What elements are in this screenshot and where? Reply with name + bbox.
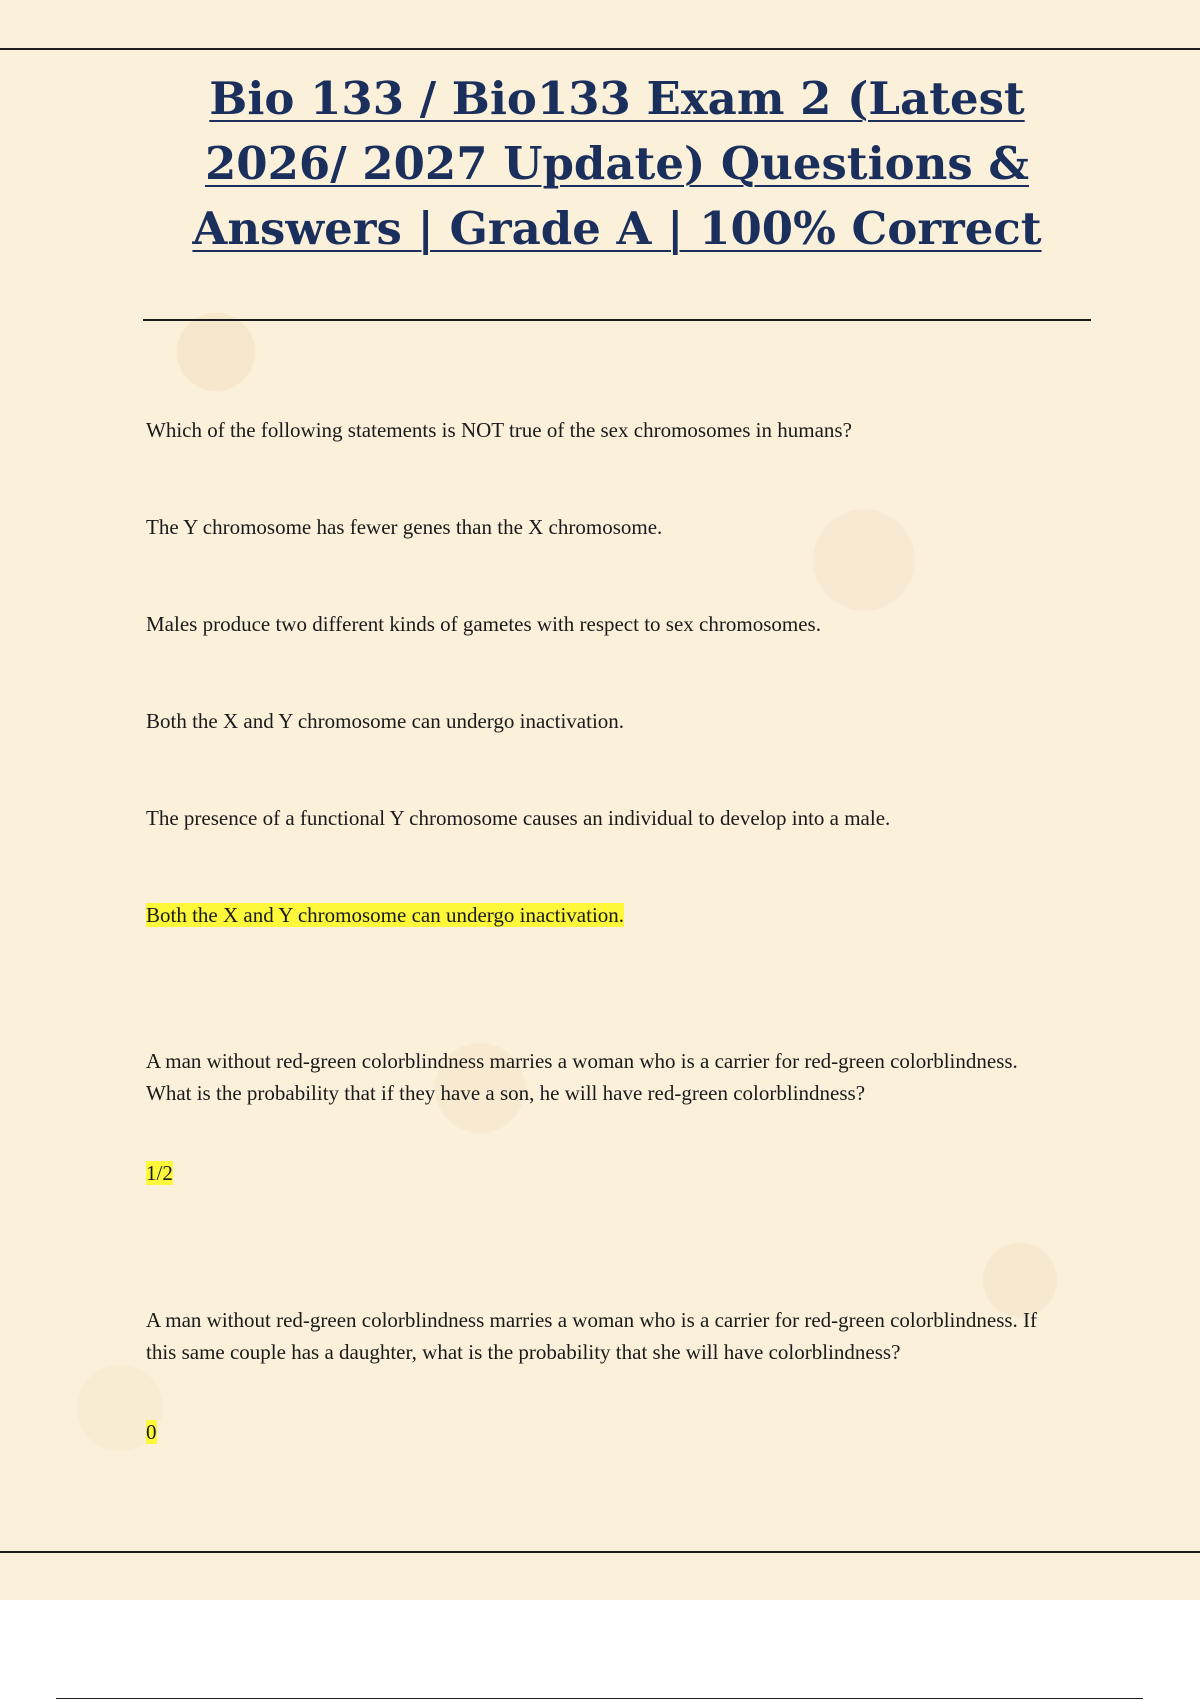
question-1-text: Which of the following statements is NOT true of the sex chromosomes in humans?: [146, 418, 852, 442]
question-1-option-1: The Y chromosome has fewer genes than the X chromosome.: [146, 515, 663, 539]
question-1-answer: Both the X and Y chromosome can undergo inactivation.: [146, 903, 625, 927]
question-2-answer-line: [146, 1157, 1046, 1189]
footer-rule: [56, 1698, 1143, 1699]
question-1-option-2: Males produce two different kinds of gametes with respect to sex chromosomes.: [146, 612, 821, 636]
title-divider: [143, 319, 1091, 321]
document-title: Bio 133 / Bio133 Exam 2 (Latest 2026/ 2027 Update) Questions & Answers | Grade A | 100% Correct: [192, 72, 1042, 255]
question-1-option-3: Both the X and Y chromosome can undergo inactivation.: [146, 709, 625, 733]
question-3-answer: 0: [146, 1420, 157, 1444]
question-3-text: A man without red-green colorblindness marries a woman who is a carrier for red-green colorblindness. If this same couple has a daughter, what is the probability that she will have colorblindness?: [146, 1308, 1038, 1364]
bottom-rule: [0, 1551, 1200, 1553]
question-3-answer-line: [146, 1416, 1046, 1448]
question-1-option-4: The presence of a functional Y chromosome causes an individual to develop into a male.: [146, 806, 891, 830]
question-1-answer-line: [146, 899, 1046, 931]
question-2-text: A man without red-green colorblindness marries a woman who is a carrier for red-green colorblindness. What is the probability that if they have a son, he will have red-green colorblindness?: [146, 1049, 1018, 1105]
question-2-answer: 1/2: [146, 1161, 173, 1185]
top-rule: [0, 48, 1200, 50]
